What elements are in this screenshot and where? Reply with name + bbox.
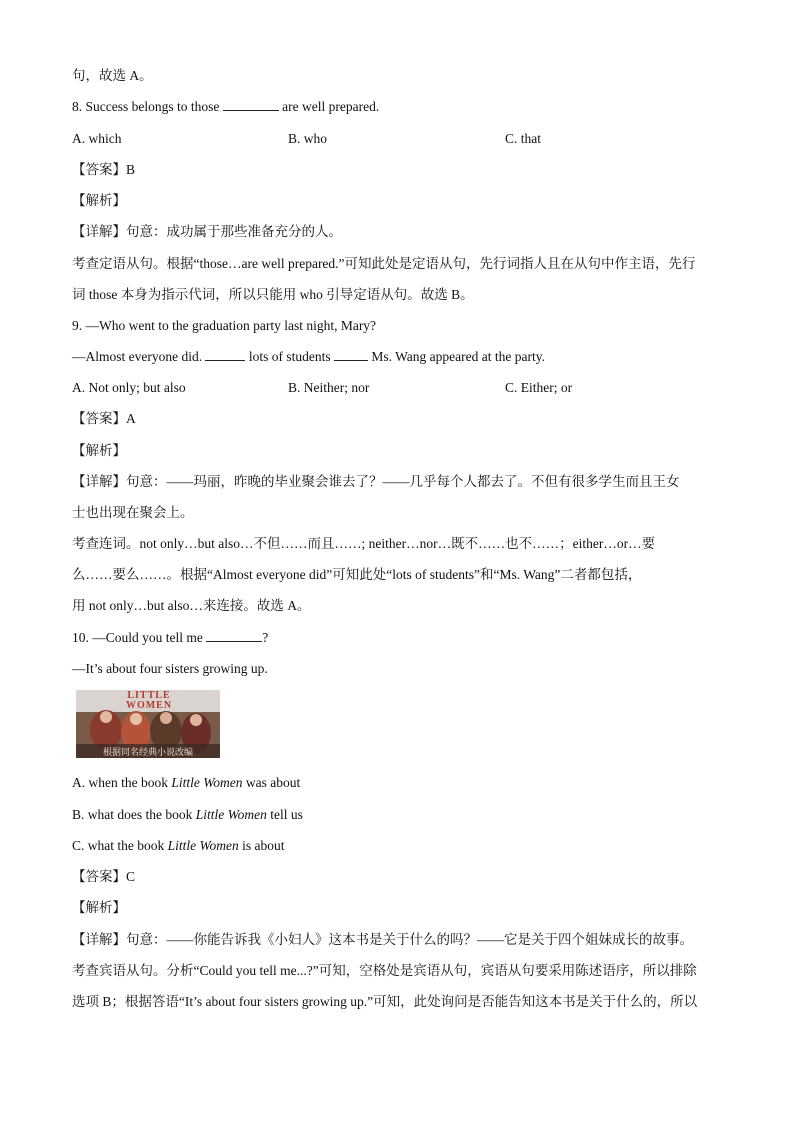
explanation-line: 【详解】句意：成功属于那些准备充分的人。 <box>72 224 342 239</box>
question-text: are well prepared. <box>282 99 380 114</box>
explanation-line: 考查连词。not only…but also…不但……而且……; neither…nor…既不……也不……；either…or…要 <box>72 536 656 551</box>
question-text: 10. —Could you tell me <box>72 630 203 645</box>
book-title: Little Women <box>167 838 239 853</box>
answer-label: 【答案】A <box>72 411 136 426</box>
explanation-line: 用 not only…but also…来连接。故选 A。 <box>72 598 311 613</box>
option-c: C. that <box>505 131 541 146</box>
answer-label: 【答案】C <box>72 869 136 884</box>
option-text: A. when the book <box>72 775 168 790</box>
analysis-label: 【解析】 <box>72 443 126 458</box>
question-10 <box>72 629 722 647</box>
little-women-poster-image <box>76 690 220 758</box>
explanation-line: 词 those 本身为指示代词，所以只能用 who 引导定语从句。故选 B。 <box>72 287 474 302</box>
option-a <box>72 774 722 792</box>
analysis-label: 【解析】 <box>72 900 126 915</box>
explanation-line: 【详解】句意：——玛丽，昨晚的毕业聚会谁去了？——几乎每个人都去了。不但有很多学生而且王女 <box>72 474 680 489</box>
option-c <box>72 837 722 855</box>
option-text: tell us <box>270 807 303 822</box>
question-text: —Almost everyone did. <box>72 349 203 364</box>
text-line: 句，故选 A。 <box>72 68 153 83</box>
explanation-line: 么……要么……。根据“Almost everyone did”可知此处“lots of students”和“Ms. Wang”二者都包括， <box>72 567 642 582</box>
explanation-line: 考查定语从句。根据“those…are well prepared.”可知此处是定语从句，先行词指人且在从句中作主语，先行 <box>72 256 696 271</box>
poster-caption: 根据同名经典小说改编 <box>102 748 193 758</box>
option-text: B. what does the book <box>72 807 193 822</box>
question-9-dialogue <box>72 348 722 366</box>
question-text: 8. Success belongs to those <box>72 99 220 114</box>
explanation-line: 士也出现在聚会上。 <box>72 505 194 520</box>
option-text: is about <box>242 838 285 853</box>
option-b: B. who <box>288 131 328 146</box>
answer-blank <box>223 98 279 111</box>
book-title: Little Women <box>195 807 267 822</box>
option-text: C. what the book <box>72 838 165 853</box>
option-b: B. Neither; nor <box>288 380 370 395</box>
question-text: Ms. Wang appeared at the party. <box>371 349 545 364</box>
question-text: lots of students <box>248 349 331 364</box>
explanation-line: 【详解】句意：——你能告诉我《小妇人》这本书是关于什么的吗？——它是关于四个姐妹成长的故事。 <box>72 932 693 947</box>
explanation-line: 选项 B；根据答语“It’s about four sisters growing up.”可知，此处询问是否能告知这本书是关于什么的，所以 <box>72 994 698 1009</box>
option-b <box>72 806 722 824</box>
answer-blank <box>206 629 262 642</box>
option-a: A. which <box>72 131 122 146</box>
answer-blank <box>334 348 368 361</box>
poster-title-top: LITTLE <box>127 690 171 701</box>
book-title: Little Women <box>171 775 243 790</box>
question-8 <box>72 98 722 116</box>
option-c: C. Either; or <box>505 380 573 395</box>
question-10-reply: —It’s about four sisters growing up. <box>72 661 268 676</box>
explanation-line: 考查宾语从句。分析“Could you tell me...?”可知，空格处是宾语从句，宾语从句要采用陈述语序，所以排除 <box>72 963 697 978</box>
question-mark: ? <box>262 630 269 645</box>
poster-title-bottom: WOMEN <box>125 700 173 711</box>
answer-blank <box>205 348 245 361</box>
option-a: A. Not only; but also <box>72 380 186 395</box>
option-text: was about <box>245 775 301 790</box>
question-9: 9. —Who went to the graduation party last night, Mary? <box>72 318 377 333</box>
answer-label: 【答案】B <box>72 162 136 177</box>
analysis-label: 【解析】 <box>72 193 126 208</box>
